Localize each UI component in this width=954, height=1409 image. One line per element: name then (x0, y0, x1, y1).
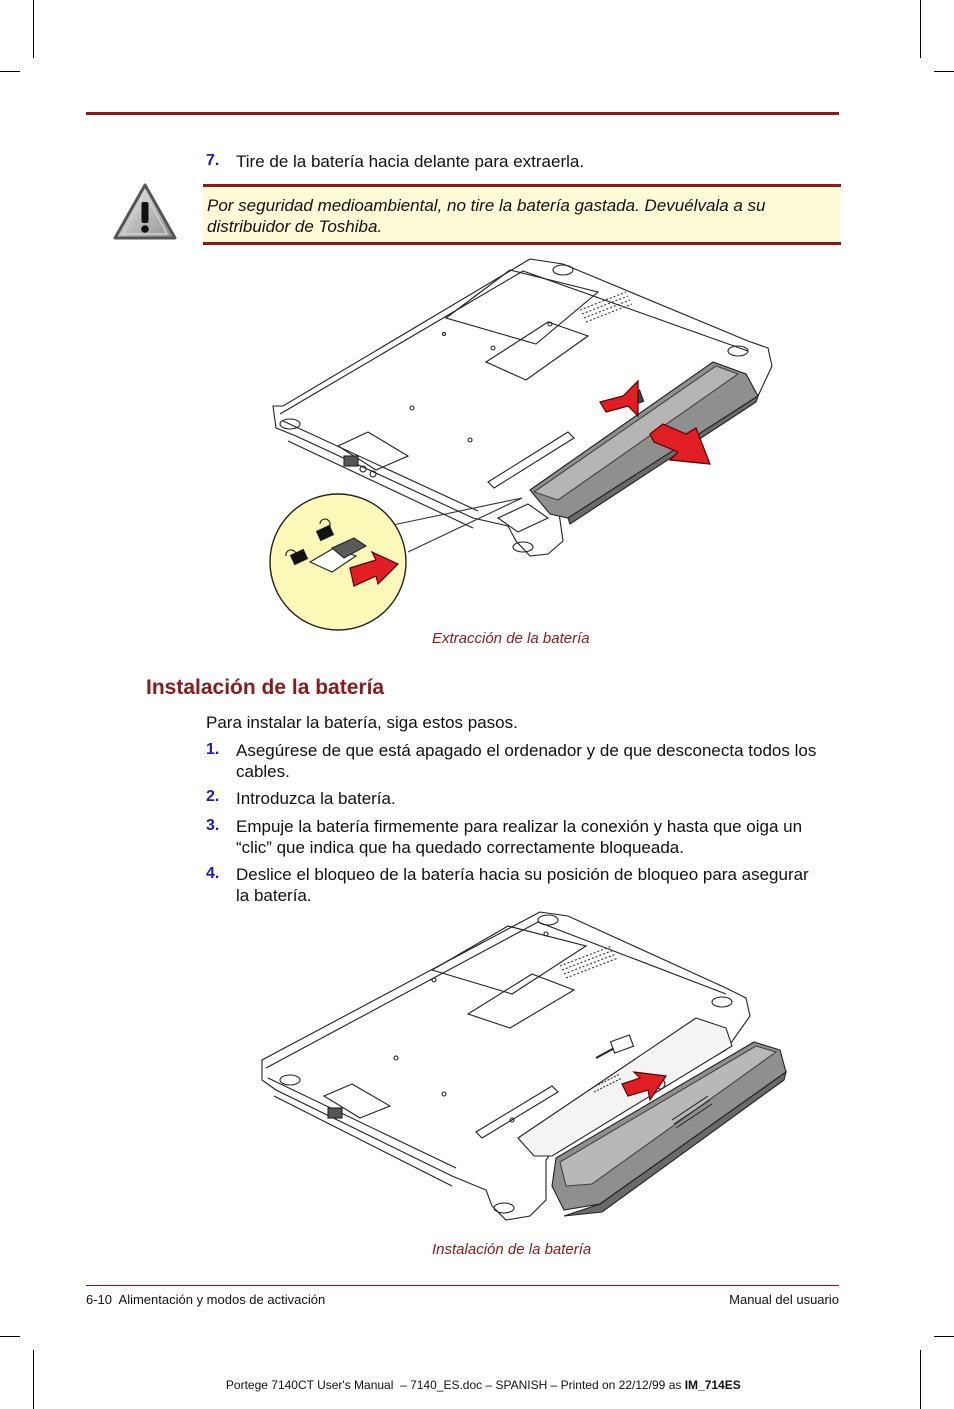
step-text: Introduzca la batería. (236, 789, 396, 808)
warning-text: Por seguridad medioambiental, no tire la batería gastada. Devuélvala a su distribuidor de Toshiba. (207, 196, 766, 236)
step-number: 2. (206, 788, 220, 805)
crop-mark (0, 71, 20, 72)
crop-mark (920, 0, 921, 58)
figure-caption: Instalación de la batería (432, 1241, 592, 1258)
step-number: 3. (206, 817, 220, 834)
step-text: Tire de la batería hacia delante para extraerla. (236, 152, 585, 171)
intro-text: Para instalar la batería, siga estos pasos. (206, 713, 518, 732)
crop-mark (33, 0, 34, 58)
step-number: 4. (206, 865, 220, 882)
crop-mark (0, 1336, 20, 1337)
step-text: Asegúrese de que está apagado el ordenador y de que desconecta todos los cables. (236, 741, 817, 781)
footer-rule (86, 1285, 839, 1286)
crop-mark (934, 71, 954, 72)
figure-caption: Extracción de la batería (432, 630, 590, 647)
crop-mark (920, 1350, 921, 1409)
section-heading: Instalación de la batería (146, 676, 385, 699)
header-rule (86, 112, 839, 115)
step-text: Deslice el bloqueo de la batería hacia su posición de bloqueo para asegurar la batería. (236, 865, 809, 905)
crop-mark (934, 1336, 954, 1337)
battery-removal-illustration (268, 256, 778, 632)
crop-mark (33, 1350, 34, 1409)
step-text: Empuje la batería firmemente para realizar la conexión y hasta que oiga un “clic” que indica que ha quedado correctamente bloqueada. (236, 817, 803, 857)
step-number: 7. (206, 152, 220, 169)
battery-installation-illustration (256, 910, 788, 1228)
footer-right: Manual del usuario (729, 1292, 839, 1307)
step-number: 1. (206, 741, 220, 758)
print-line-code: IM_714ES (684, 1378, 741, 1392)
print-line (200, 1364, 760, 1392)
warning-icon (112, 182, 178, 242)
footer-left: 6-10 Alimentación y modos de activación (86, 1292, 326, 1307)
warning-box (203, 184, 841, 245)
print-line-text: Portege 7140CT User's Manual – 7140_ES.doc – SPANISH – Printed on 22/12/99 as (225, 1378, 685, 1392)
